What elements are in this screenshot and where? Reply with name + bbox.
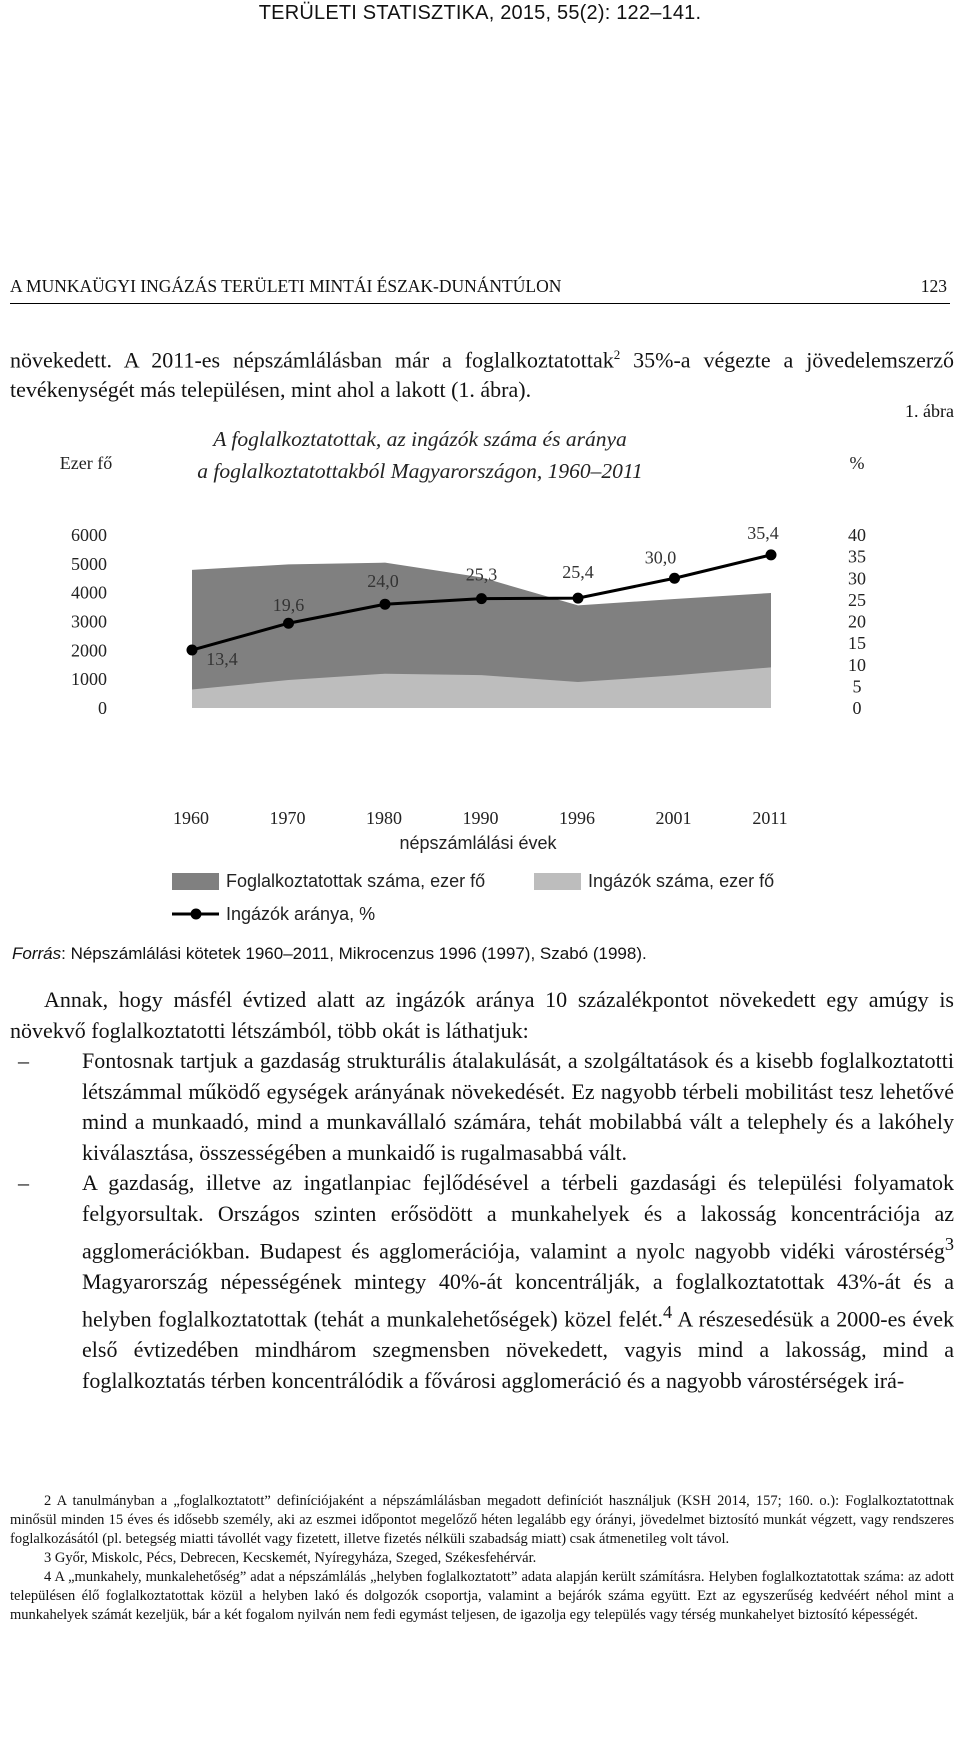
rate-point [187, 645, 198, 656]
source-label: Forrás [12, 944, 62, 963]
chart-layer [60, 453, 866, 924]
list-dash: – [18, 1048, 29, 1073]
right-tick-label: 30 [848, 568, 866, 589]
rate-data-label: 35,4 [747, 522, 779, 543]
left-tick-label: 1000 [71, 669, 107, 690]
x-tick-label: 1960 [173, 808, 209, 828]
left-tick-label: 2000 [71, 640, 107, 661]
body-paragraph: Annak, hogy másfél évtized alatt az ingázók aránya 10 százalékpontot növekedett egy amúgy is növekvő foglalkoztatotti létszámból, több okát is láthatjuk: [10, 987, 954, 1043]
left-tick-label: 0 [98, 698, 107, 718]
rate-point [476, 593, 487, 604]
figure-title-line-2: a foglalkoztatottakból Magyarországon, 1960–2011 [197, 459, 643, 483]
footnote-2: 2 A tanulmányban a „foglalkoztatott” definíciójaként a népszámlálásban megadott definíciót használjuk (KSH 2014, 157; 160. o.): Foglalkoztatottnak minősül minden 15 éves és idősebb személy, aki az eszmei időpontot megelőző héten legalább egy órányi, jövedelmet biztosító munkát végzett, vagy rendszeres foglalkozásától (pl. betegség miatti távollét vagy fizetett, illetve fizetés nélküli szabadság miatt) csak átmenetileg volt távol. [10, 1493, 954, 1547]
list-item [10, 1046, 954, 1168]
left-axis-unit: Ezer fő [59, 453, 113, 473]
rate-data-label: 19,6 [272, 595, 305, 616]
left-tick-label: 4000 [71, 582, 107, 603]
right-tick-label: 40 [848, 525, 866, 545]
rate-data-label: 25,4 [562, 562, 594, 583]
rate-point [380, 599, 391, 610]
figure-label: 1. ábra [905, 401, 954, 421]
rate-data-label: 24,0 [367, 571, 399, 592]
footnote-divider [10, 1485, 954, 1487]
x-tick-label: 1990 [462, 808, 499, 828]
running-header [10, 276, 950, 304]
rate-data-label: 30,0 [644, 547, 677, 568]
rate-point [283, 618, 294, 629]
left-tick-label: 6000 [71, 525, 107, 545]
left-tick-label: 5000 [71, 553, 107, 574]
list-item-text-c: A részesedésük a 2000-es évek első évtizedében mindhárom szegmensben növekedett, vagyis mind a lakosság, mind a foglalkoztatás térben koncentrálódik a fővárosi agglomeráció és a nagyobb várostérségek irá- [82, 1306, 954, 1393]
source-text: : Népszámlálási kötetek 1960–2011, Mikrocenzus 1996 (1997), Szabó (1998). [61, 944, 647, 963]
right-tick-label: 25 [848, 589, 866, 610]
footnote-3: 3 Győr, Miskolc, Pécs, Debrecen, Kecskemét, Nyíregyháza, Szeged, Székesfehérvár. [44, 1550, 537, 1566]
rate-point [766, 549, 777, 560]
lead-text-before: növekedett. A 2011-es népszámlálásban már a foglalkoztatottak [10, 347, 614, 373]
footnote-ref-2[interactable]: 2 [613, 347, 621, 362]
list-item [10, 1168, 954, 1396]
figure-title-line-1: A foglalkoztatottak, az ingázók száma és aránya [213, 427, 627, 451]
x-tick-label: 2001 [655, 808, 692, 828]
right-tick-label: 35 [848, 546, 866, 567]
list-item-text: Fontosnak tartjuk a gazdaság strukturális átalakulását, a szolgáltatások és a kisebb foglalkoztatotti létszámmal működő egységek arányának növekedését. Ez nagyobb térbeli mobilitást tesz lehetővé mind a munkaadó, mind a munkavállaló számára, tehát mobilabbá vált a telephely és a lakóhely kiválasztása, összességében a munkaidő is rugalmasabbá vált. [82, 1048, 954, 1165]
figure-source [12, 944, 647, 964]
page-number: 123 [920, 276, 947, 296]
body-text [10, 985, 954, 1396]
footnote-ref-3[interactable]: 3 [944, 1234, 954, 1254]
legend-swatch-commuters [534, 873, 581, 890]
list-item-text-b: Magyarország népességének mintegy 40%-át koncentrálják, a foglalkoztatottak 43%-át és a helyben foglalkoztatottak (tehát a munkalehetőségek) közel felét. [82, 1268, 954, 1332]
lead-text-after: 35%-a végezte a jövedelemszerző tevékenységét más településen, mint ahol a lakott (1. ábra). [10, 347, 955, 402]
x-axis-title: népszámlálási évek [399, 833, 557, 853]
right-tick-label: 0 [852, 698, 862, 718]
legend-swatch-employed [172, 873, 219, 890]
legend-label-rate: Ingázók aránya, % [226, 904, 376, 924]
x-tick-label: 1970 [269, 808, 306, 828]
right-tick-label: 15 [848, 633, 866, 654]
journal-citation: TERÜLETI STATISZTIKA, 2015, 55(2): 122–141. [258, 2, 702, 24]
footnote-ref-4[interactable]: 4 [662, 1302, 673, 1323]
legend-marker-rate [191, 909, 202, 920]
rate-point [573, 593, 584, 604]
x-tick-label: 1996 [559, 808, 595, 828]
x-tick-label: 2011 [752, 808, 788, 828]
running-title: A MUNKAÜGYI INGÁZÁS TERÜLETI MINTÁI ÉSZAK-DUNÁNTÚLON [10, 276, 562, 296]
right-tick-label: 10 [848, 654, 866, 675]
list-dash: – [18, 1170, 29, 1195]
right-tick-label: 5 [852, 676, 862, 697]
x-tick-label: 1980 [366, 808, 402, 828]
footnote-4: 4 A „munkahely, munkalehetőség” adat a népszámlálás „helyben foglalkoztatott” adata alapján került számításra. Helyben foglalkoztatottak száma: az adott településen élő foglalkoztatottak közül a helyben lakó és dolgozók csoportja, valamint a bejárók száma együtt. Ezt az egyszerűség kedvéért néhol mint a munkahelyek számát kezeljük, bár a két fogalom nyilván nem fedi egymást teljesen, de igazolja egy település vagy térség munkahelyet biztosító képességét. [10, 1569, 954, 1623]
rate-data-label: 13,4 [206, 649, 238, 670]
figure-title [100, 423, 740, 487]
footnotes [10, 1492, 954, 1625]
rate-point [669, 573, 680, 584]
left-tick-label: 3000 [71, 611, 107, 632]
lead-paragraph [10, 340, 954, 404]
legend-label-employed: Foglalkoztatottak száma, ezer fő [226, 871, 486, 891]
rate-data-label: 25,3 [465, 564, 498, 585]
right-axis-unit: % [849, 453, 865, 473]
list-item-text-a: A gazdaság, illetve az ingatlanpiac fejlődésével a térbeli gazdasági és települési folyamatok felgyorsultak. Országos szinten erősödött a munkahelyek és a lakosság koncentrációja az agglomerációkban. Budapest és agglomerációja, valamint a nyolc nagyobb vidéki várostérség [82, 1170, 954, 1264]
right-tick-label: 20 [848, 611, 866, 632]
legend-label-commuters: Ingázók száma, ezer fő [588, 871, 775, 891]
